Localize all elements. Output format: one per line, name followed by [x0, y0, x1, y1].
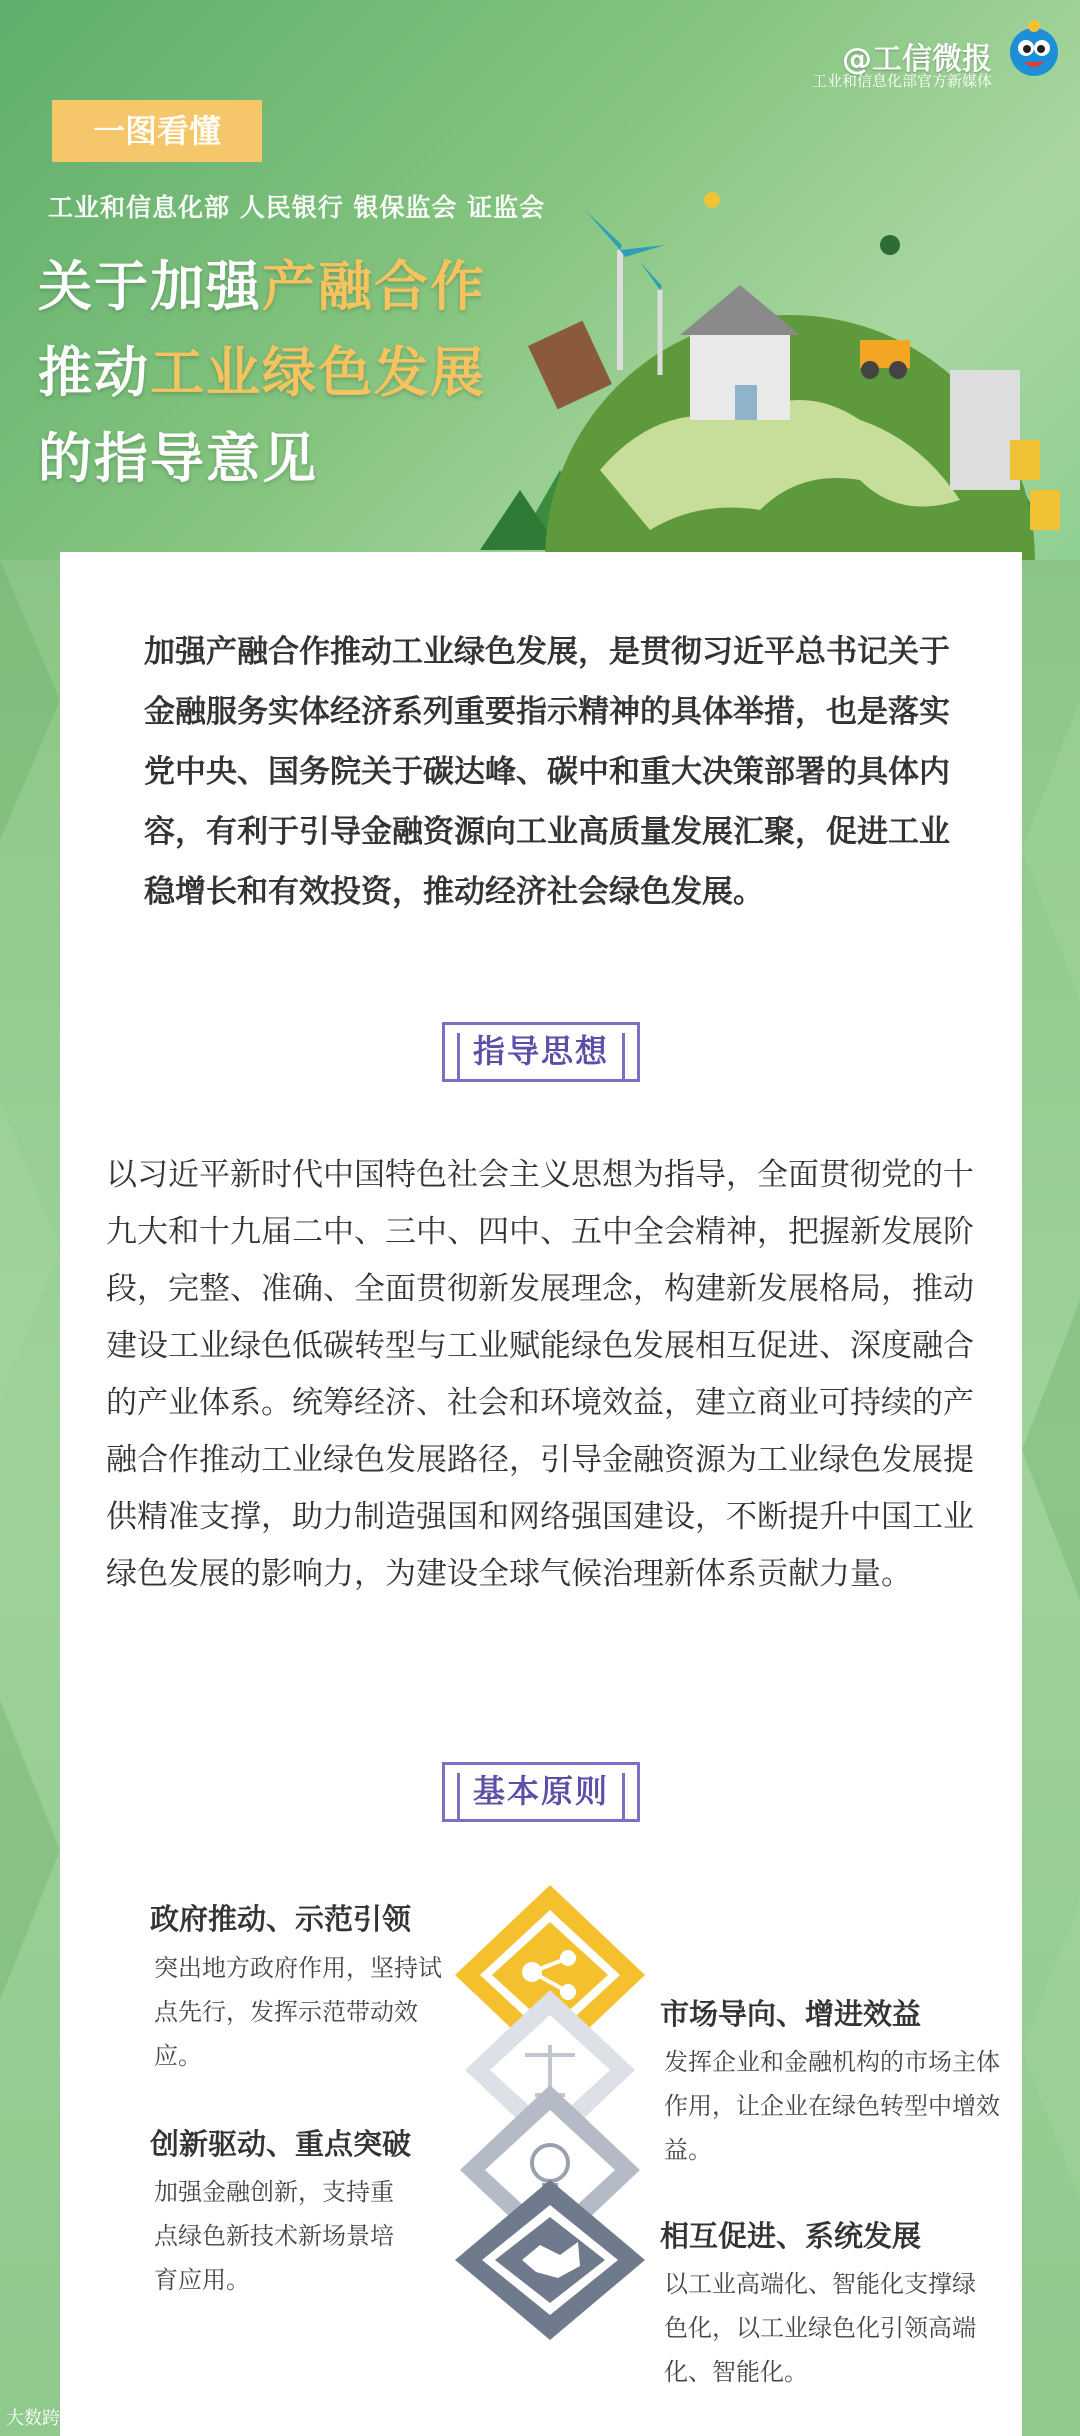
principle-title: 相互促进、系统发展	[660, 2219, 922, 2253]
principle-title: 政府推动、示范引领	[150, 1902, 412, 1936]
issuing-departments: 工业和信息化部 人民银行 银保监会 证监会	[48, 193, 546, 222]
principle-text: 发挥企业和金融机构的市场主体作用，让企业在绿色转型中增效益。	[664, 2048, 1000, 2164]
hero-banner	[0, 0, 1080, 560]
section-tag: 一图看懂	[52, 100, 262, 162]
title-line-3: 的指导意见	[38, 427, 318, 490]
principle-text: 突出地方政府作用，坚持试点先行，发挥示范带动效应。	[154, 1954, 442, 2070]
principles-heading-text: 基本原则	[472, 1772, 609, 1810]
handshake-icon	[455, 2180, 645, 2340]
brand-name: @工信微报	[842, 42, 992, 77]
title-line-2	[38, 330, 486, 407]
principle-title: 市场导向、增进效益	[660, 1997, 922, 2031]
principles-heading	[442, 1762, 640, 1822]
principles-diagram	[440, 1880, 660, 2340]
title-highlight: 产融合作	[262, 255, 486, 318]
title-text: 推动	[38, 341, 150, 404]
guiding-paragraph: 以习近平新时代中国特色社会主义思想为指导，全面贯彻党的十九大和十九届二中、三中、四中、五中全会精神，把握新发展阶段，完整、准确、全面贯彻新发展理念，构建新发展格局，推动建设工业绿色低碳转型与工业赋能绿色发展相互促进、深度融合的产业体系。统筹经济、社会和环境效益，建立商业可持续的产融合作推动工业绿色发展路径，引导金融资源为工业绿色发展提供精准支撑，助力制造强国和网络强国建设，不断提升中国工业绿色发展的影响力，为建设全球气候治理新体系贡献力量。	[106, 1157, 974, 1592]
brand-subtitle: 工业和信息化部官方新媒体	[811, 72, 992, 90]
title-line-1	[38, 244, 486, 321]
guiding-heading-text: 指导思想	[472, 1032, 609, 1070]
intro-paragraph: 加强产融合作推动工业绿色发展，是贯彻习近平总书记关于金融服务实体经济系列重要指示精神的具体举措，也是落实党中央、国务院关于碳达峰、碳中和重大决策部署的具体内容，有利于引导金融资源向工业高质量发展汇聚，促进工业稳增长和有效投资，推动经济社会绿色发展。	[144, 634, 950, 910]
mascot-icon	[1006, 18, 1062, 80]
guiding-heading	[442, 1022, 640, 1082]
principle-text: 以工业高端化、智能化支撑绿色化，以工业绿色化引领高端化、智能化。	[664, 2270, 976, 2386]
title-highlight: 工业绿色发展	[150, 341, 486, 404]
title-text: 关于加强	[38, 255, 262, 318]
watermark: 大数跨境	[6, 2408, 78, 2429]
principle-title: 创新驱动、重点突破	[150, 2127, 412, 2161]
principle-text: 加强金融创新，支持重点绿色新技术新场景培育应用。	[154, 2178, 394, 2294]
